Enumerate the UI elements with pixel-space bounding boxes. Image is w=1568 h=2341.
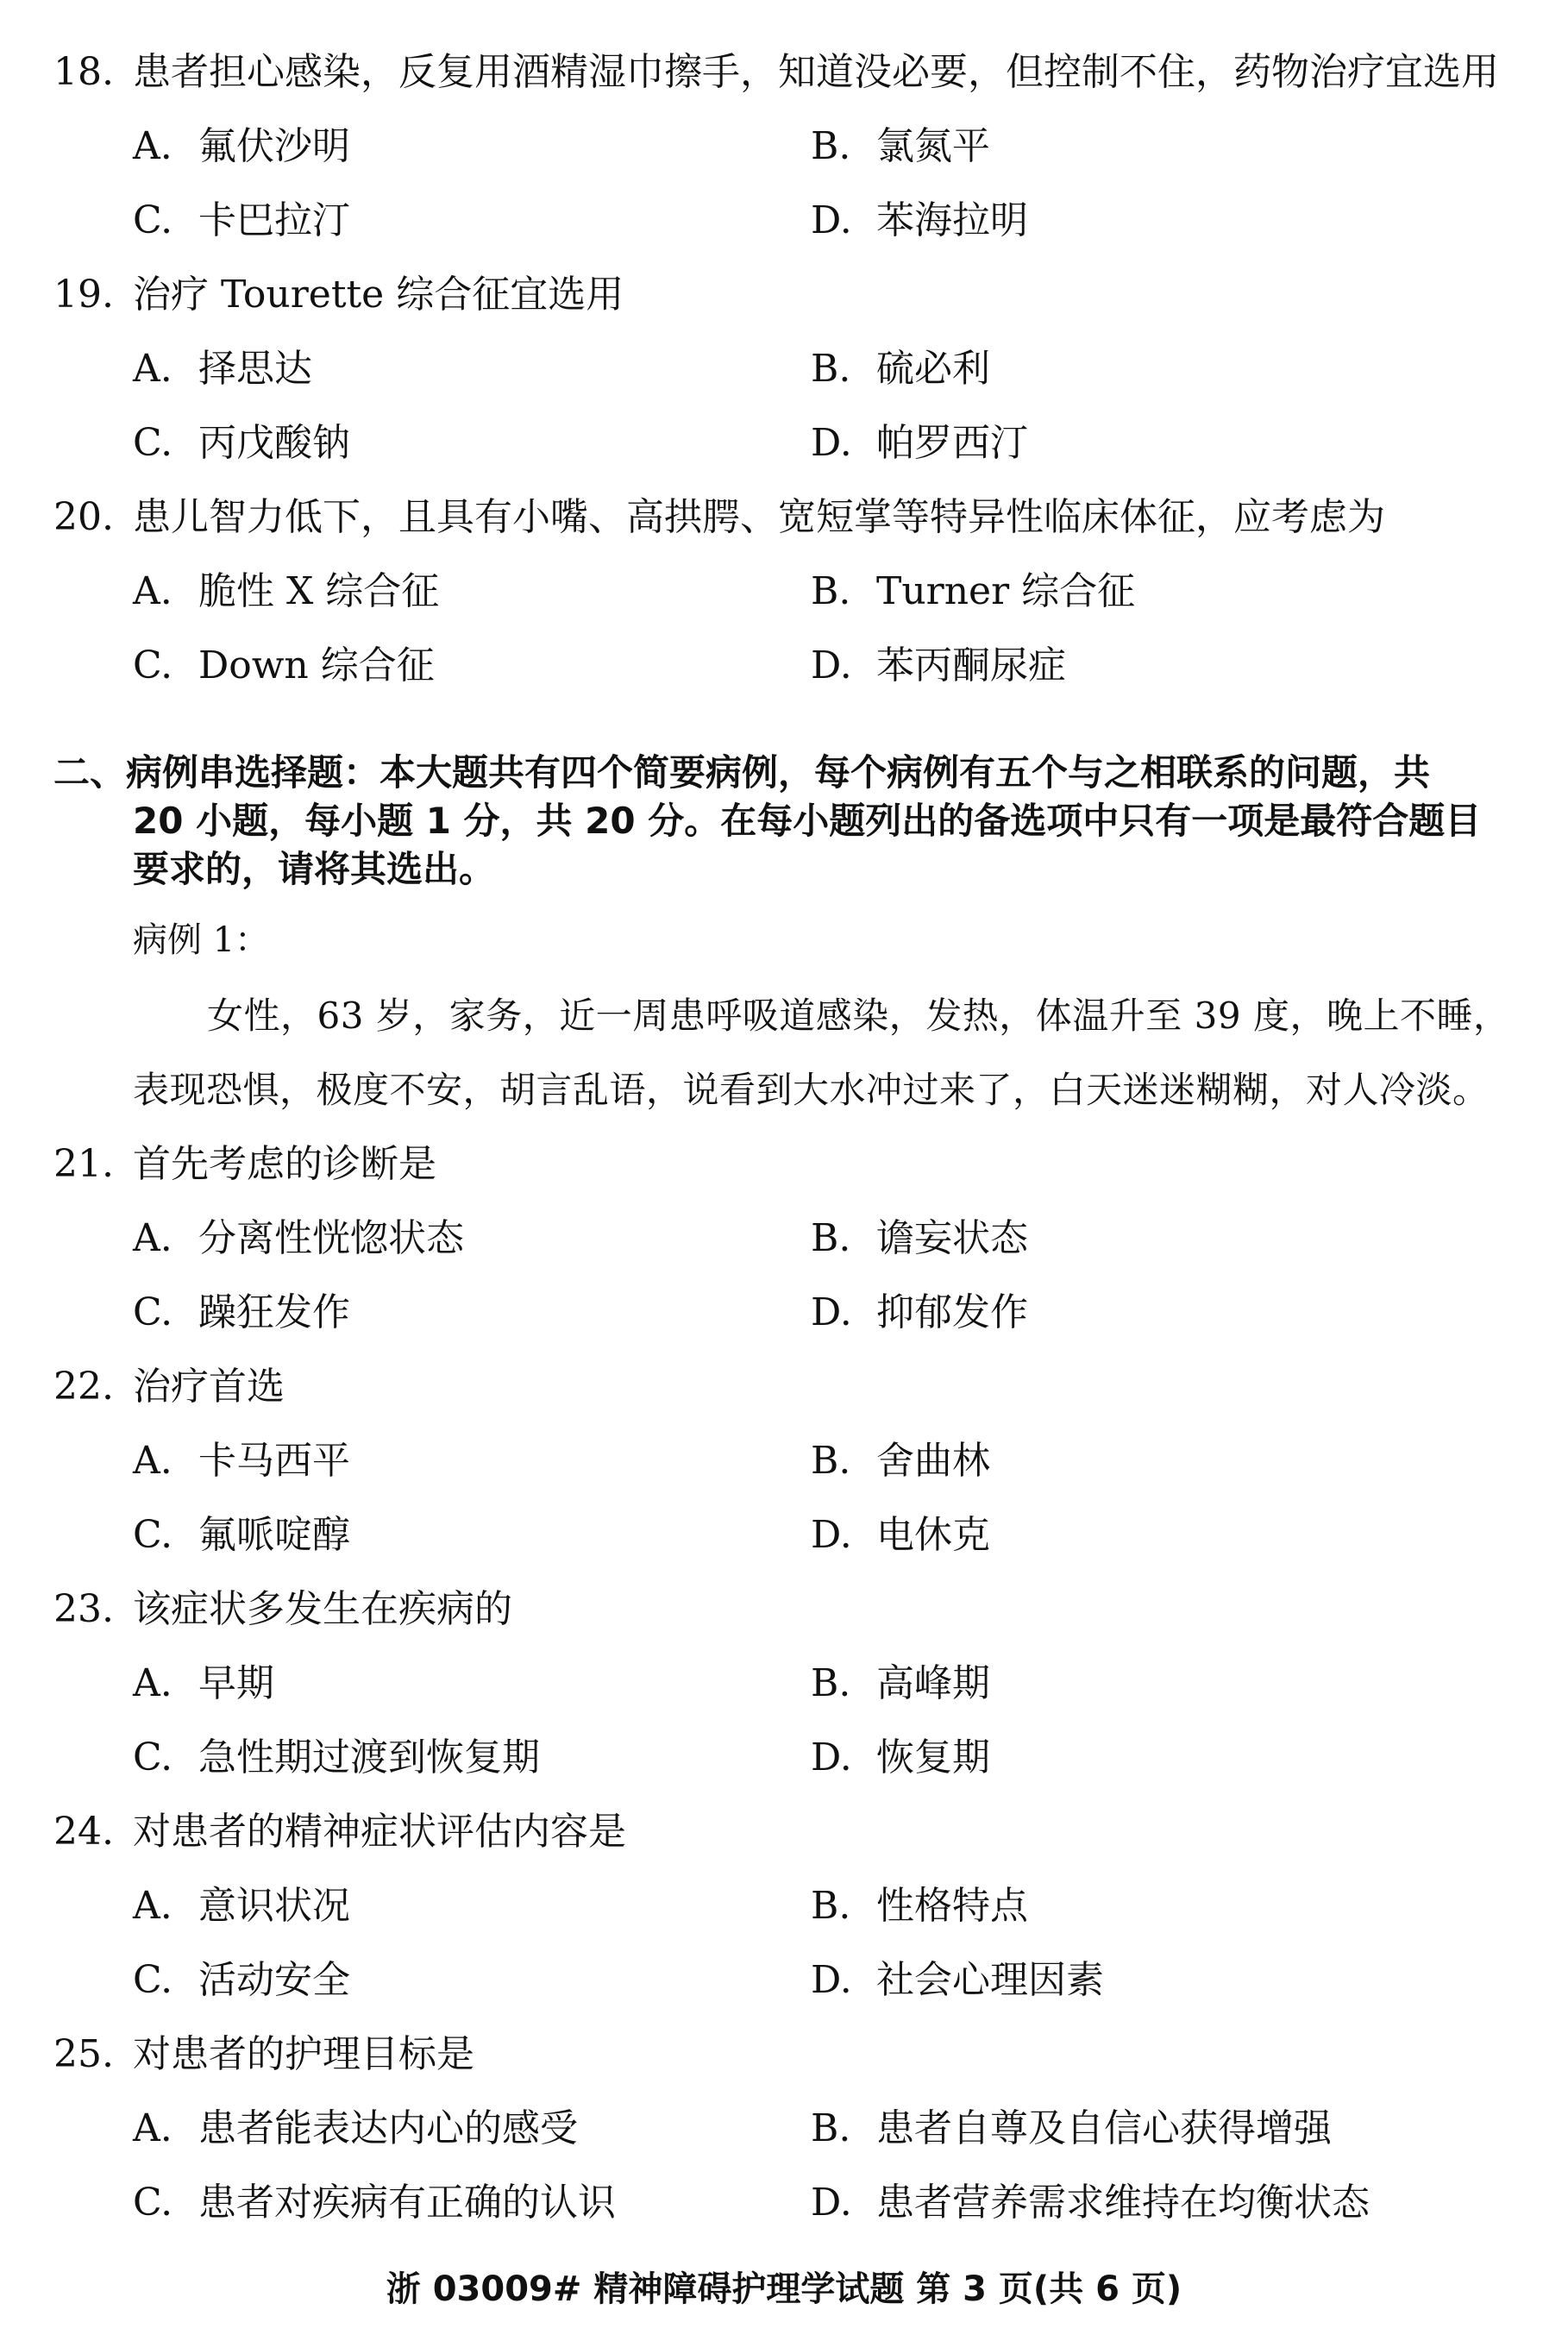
option-text: 电休克	[876, 1513, 990, 1557]
option-text: 活动安全	[198, 1958, 350, 2002]
option-a	[133, 1213, 464, 1265]
case-label: 病例 1：	[133, 920, 270, 960]
option-text: 谵妄状态	[876, 1216, 1028, 1260]
option-a	[133, 121, 350, 173]
option-label: D.	[811, 1735, 852, 1779]
option-text: 躁狂发作	[198, 1290, 350, 1334]
option-label: A.	[133, 347, 172, 391]
option-text: 意识状况	[198, 1884, 350, 1928]
option-label: C.	[133, 1290, 173, 1334]
option-text: 卡巴拉汀	[198, 198, 350, 242]
question-text: 对患者的精神症状评估内容是	[133, 1810, 626, 1854]
option-b	[811, 343, 990, 395]
option-label: B.	[811, 347, 851, 391]
option-c	[133, 1955, 350, 2006]
option-b	[811, 1658, 990, 1710]
option-label: A.	[133, 1884, 172, 1928]
option-c	[133, 195, 350, 247]
option-text: 性格特点	[876, 1884, 1028, 1928]
option-text: 苯海拉明	[876, 198, 1028, 242]
option-a	[133, 1435, 350, 1487]
question-24	[0, 1806, 1568, 1858]
question-25	[0, 2029, 1568, 2081]
option-label: D.	[811, 1290, 852, 1334]
question-text: 患儿智力低下，且具有小嘴、高拱腭、宽短掌等特异性临床体征，应考虑为	[133, 495, 1385, 539]
option-c	[133, 417, 350, 469]
question-text: 治疗 Tourette 综合征宜选用	[133, 273, 624, 317]
option-a	[133, 1658, 274, 1710]
option-label: A.	[133, 569, 172, 613]
question-text: 该症状多发生在疾病的	[133, 1587, 512, 1631]
question-text: 对患者的护理目标是	[133, 2032, 474, 2076]
option-text: 抑郁发作	[876, 1290, 1028, 1334]
option-label: C.	[133, 2181, 173, 2225]
option-text: 患者自尊及自信心获得增强	[876, 2106, 1332, 2150]
option-text: 帕罗西汀	[876, 421, 1028, 465]
option-text: 丙戊酸钠	[198, 421, 350, 465]
option-label: B.	[811, 1661, 851, 1705]
option-text: 高峰期	[876, 1661, 990, 1705]
option-text: 分离性恍惚状态	[198, 1216, 464, 1260]
option-label: B.	[811, 124, 851, 168]
option-c	[133, 1287, 350, 1339]
question-number: 21.	[53, 1142, 114, 1186]
option-label: D.	[811, 1958, 852, 2002]
option-label: B.	[811, 1216, 851, 1260]
question-23	[0, 1584, 1568, 1635]
question-number: 23.	[53, 1587, 114, 1631]
option-label: B.	[811, 1884, 851, 1928]
question-20	[0, 492, 1568, 543]
option-text: 氟伏沙明	[198, 124, 350, 168]
option-b	[811, 2103, 1332, 2155]
question-number: 22.	[53, 1365, 114, 1409]
page-footer: 浙 03009# 精神障碍护理学试题 第 3 页(共 6 页)	[386, 2269, 1182, 2309]
option-text: 社会心理因素	[876, 1958, 1104, 2002]
option-text: 恢复期	[876, 1735, 990, 1779]
question-text: 首先考虑的诊断是	[133, 1142, 436, 1186]
question-number: 24.	[53, 1810, 114, 1854]
option-text: 急性期过渡到恢复期	[198, 1735, 540, 1779]
option-label: D.	[811, 1513, 852, 1557]
question-19	[0, 269, 1568, 321]
option-text: 脆性 X 综合征	[198, 569, 440, 613]
section-two-heading-line2: 20 小题，每小题 1 分，共 20 分。在每小题列出的备选项中只有一项是最符合题目	[133, 800, 1482, 842]
option-a	[133, 2103, 578, 2155]
option-b	[811, 1213, 1028, 1265]
option-d	[811, 2177, 1370, 2229]
option-label: D.	[811, 643, 852, 687]
question-22	[0, 1361, 1568, 1413]
option-b	[811, 1435, 990, 1487]
option-label: C.	[133, 1958, 173, 2002]
option-label: D.	[811, 198, 852, 242]
option-c	[133, 1732, 540, 1784]
option-text: 患者能表达内心的感受	[198, 2106, 578, 2150]
option-d	[811, 417, 1028, 469]
question-text: 治疗首选	[133, 1365, 285, 1409]
option-label: C.	[133, 421, 173, 465]
question-18	[0, 47, 1568, 98]
option-label: C.	[133, 198, 173, 242]
option-b	[811, 121, 990, 173]
option-label: B.	[811, 2106, 851, 2150]
option-label: D.	[811, 2181, 852, 2225]
section-two-heading-line1: 二、病例串选择题：本大题共有四个简要病例，每个病例有五个与之相联系的问题，共	[53, 751, 1431, 794]
question-number: 18.	[53, 50, 114, 94]
option-label: A.	[133, 2106, 172, 2150]
option-text: Down 综合征	[198, 643, 435, 687]
option-label: A.	[133, 1216, 172, 1260]
option-label: B.	[811, 569, 851, 613]
option-text: 择思达	[198, 347, 312, 391]
option-label: A.	[133, 1439, 172, 1483]
option-c	[133, 2177, 616, 2229]
case-description-line1: 女性，63 岁，家务，近一周患呼吸道感染，发热，体温升至 39 度，晚上不睡，	[207, 995, 1510, 1037]
option-d	[811, 1287, 1028, 1339]
option-label: D.	[811, 421, 852, 465]
option-a	[133, 566, 439, 618]
option-a	[133, 343, 312, 395]
option-b	[811, 1880, 1028, 1932]
option-b	[811, 566, 1135, 618]
option-d	[811, 1955, 1104, 2006]
option-d	[811, 640, 1066, 692]
option-c	[133, 1509, 350, 1561]
option-text: 氯氮平	[876, 124, 990, 168]
option-text: 卡马西平	[198, 1439, 350, 1483]
option-text: Turner 综合征	[876, 569, 1136, 613]
option-text: 患者营养需求维持在均衡状态	[876, 2181, 1370, 2225]
option-text: 硫必利	[876, 347, 990, 391]
option-label: C.	[133, 1735, 173, 1779]
question-number: 19.	[53, 273, 114, 317]
section-two-heading-line3: 要求的，请将其选出。	[133, 848, 496, 890]
question-21	[0, 1139, 1568, 1190]
option-d	[811, 1509, 990, 1561]
option-text: 氟哌啶醇	[198, 1513, 350, 1557]
question-text: 患者担心感染，反复用酒精湿巾擦手，知道没必要，但控制不住，药物治疗宜选用	[133, 50, 1499, 94]
option-label: A.	[133, 124, 172, 168]
question-number: 25.	[53, 2032, 114, 2076]
option-text: 苯丙酮尿症	[876, 643, 1066, 687]
option-label: C.	[133, 1513, 173, 1557]
option-label: C.	[133, 643, 173, 687]
option-d	[811, 1732, 990, 1784]
option-c	[133, 640, 435, 692]
option-label: A.	[133, 1661, 172, 1705]
option-d	[811, 195, 1028, 247]
option-text: 早期	[198, 1661, 274, 1705]
option-text: 舍曲林	[876, 1439, 990, 1483]
case-description-line2: 表现恐惧，极度不安，胡言乱语，说看到大水冲过来了，白天迷迷糊糊，对人冷淡。	[133, 1069, 1490, 1111]
option-label: B.	[811, 1439, 851, 1483]
question-number: 20.	[53, 495, 114, 539]
option-text: 患者对疾病有正确的认识	[198, 2181, 616, 2225]
option-a	[133, 1880, 350, 1932]
